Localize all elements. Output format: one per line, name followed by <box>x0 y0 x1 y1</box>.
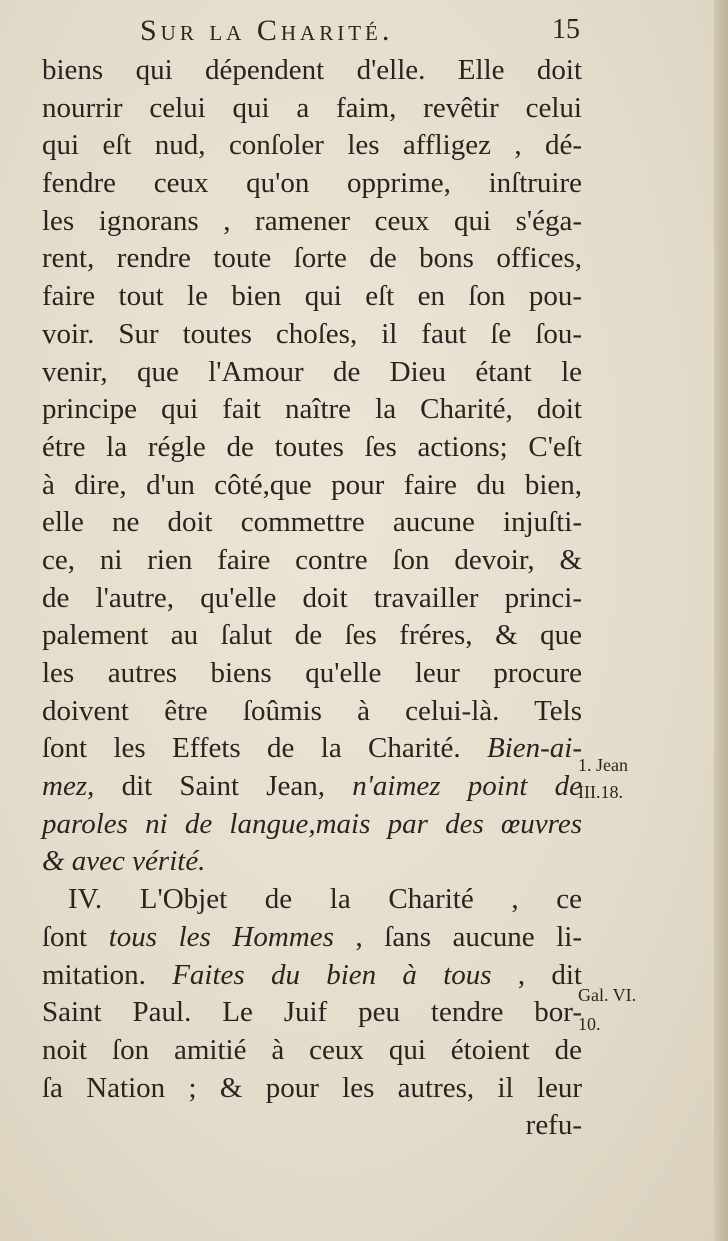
margin-note-ref: Gal. VI. <box>578 985 637 1005</box>
text-line: noit ſon amitié à ceux qui étoient de <box>42 1033 582 1066</box>
text-line: à dire, d'un côté,que pour faire du bien, <box>42 468 582 501</box>
section-start-line: IV. L'Objet de la Charité , ce <box>68 883 582 916</box>
body-text <box>42 52 582 1145</box>
text-run: ſont les Effets de la Charité. <box>42 732 487 765</box>
text-line: biens qui dépendent d'elle. Elle doit <box>42 54 582 86</box>
text-line: ſa Nation ; & pour les autres, il leur <box>42 1071 582 1104</box>
text-line <box>42 768 582 806</box>
text-run: ſont <box>42 920 109 953</box>
margin-note-ref: 10. <box>578 1014 601 1034</box>
text-line: venir, que l'Amour de Dieu étant le <box>42 355 582 388</box>
quote-text: Bien-ai- <box>486 732 582 765</box>
quote-line: paroles ni de langue,mais par des œuvres <box>42 807 582 840</box>
running-head: Sur la Charité. <box>140 14 394 47</box>
text-line: fendre ceux qu'on opprime, inſtruire <box>42 167 582 200</box>
quote-text: mez <box>42 770 88 803</box>
margin-note-ref: 1. Jean <box>578 755 628 775</box>
page-number: 15 <box>552 14 580 45</box>
margin-note-ref: III.18. <box>578 782 623 802</box>
quote-text: n'aimez point de <box>352 770 582 803</box>
text-line: elle ne doit commettre aucune injuſti- <box>42 506 582 539</box>
text-line: voir. Sur toutes choſes, il faut ſe ſou- <box>42 317 582 350</box>
text-line: les ignorans , ramener ceux qui s'éga- <box>42 204 582 237</box>
quote-text: tous les Hommes <box>108 920 334 953</box>
text-line: ce, ni rien faire contre ſon devoir, & <box>42 543 582 576</box>
text-line: doivent être ſoûmis à celui-là. Tels <box>42 694 582 727</box>
text-run: , ſans aucune li- <box>333 920 582 953</box>
page-edge <box>714 0 728 1241</box>
text-run: , dit Saint Jean, <box>87 770 353 803</box>
text-line: faire tout le bien qui eſt en ſon pou- <box>42 280 582 313</box>
text-line: les autres biens qu'elle leur procure <box>42 657 582 689</box>
page-header <box>140 14 580 54</box>
text-line: Saint Paul. Le Juif peu tendre bor- <box>42 996 582 1029</box>
text-line: de l'autre, qu'elle doit travailler princi- <box>42 581 582 614</box>
text-line: étre la régle de toutes ſes actions; C'eſt <box>42 430 582 463</box>
text-run: , dit <box>491 958 582 991</box>
catchword: refu- <box>525 1109 582 1142</box>
text-line: principe qui fait naître la Charité, doit <box>42 393 582 426</box>
quote-line: & avec vérité. <box>42 845 206 878</box>
quote-text: Faites du bien à tous <box>172 958 492 991</box>
text-line: qui eſt nud, conſoler les affligez , dé- <box>42 129 582 162</box>
text-line: nourrir celui qui a faim, revêtir celui <box>42 91 582 124</box>
text-line: rent, rendre toute ſorte de bons offices, <box>42 242 582 275</box>
text-line <box>42 730 582 768</box>
text-line: palement au ſalut de ſes fréres, & que <box>42 619 582 652</box>
text-line <box>42 957 582 995</box>
text-line <box>42 919 582 957</box>
text-run: mitation. <box>42 958 173 991</box>
